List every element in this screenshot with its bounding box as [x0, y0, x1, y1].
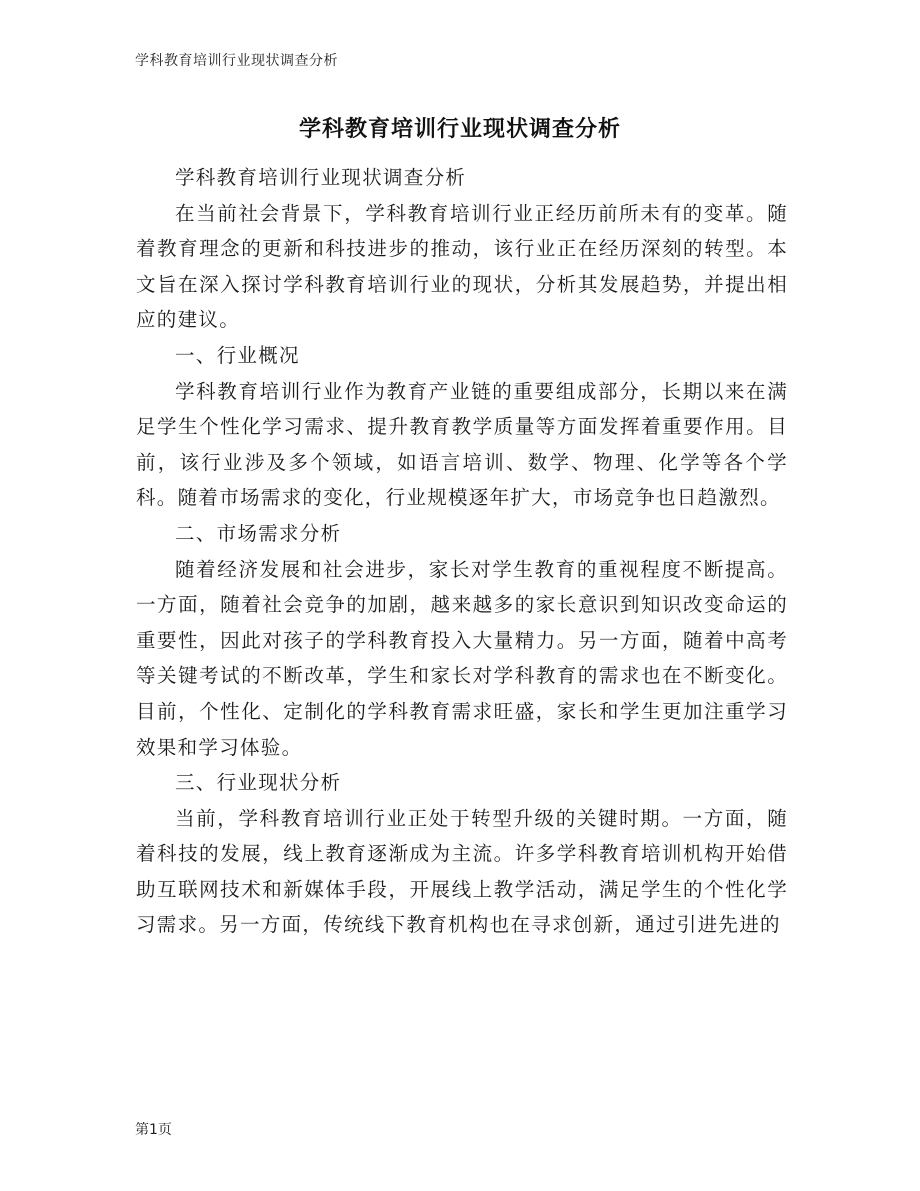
paragraph-industry-status: 当前，学科教育培训行业正处于转型升级的关键时期。一方面，随着科技的发展，线上教育逐渐成为主流。许多学科教育培训机构开始借助互联网技术和新媒体手段，开展线上教学活动，满足学生的个性化学习需求。另一方面，传统线下教育机构也在寻求创新，通过引进先进的: [136, 806, 788, 937]
document-body: [136, 160, 788, 943]
paragraph-subtitle: 学科教育培训行业现状调查分析: [175, 166, 467, 189]
paragraph-intro: 在当前社会背景下，学科教育培训行业正经历前所未有的变革。随着教育理念的更新和科技进步的推动，该行业正在经历深刻的转型。本文旨在深入探讨学科教育培训行业的现状，分析其发展趋势，并提出相应的建议。: [136, 201, 788, 332]
section-heading-overview: 一、行业概况: [175, 343, 300, 367]
section-heading-market-demand: 二、市场需求分析: [175, 521, 342, 545]
section-heading-industry-status: 三、行业现状分析: [175, 771, 342, 795]
header-divider: [133, 80, 787, 81]
paragraph-market-demand: 随着经济发展和社会进步，家长对学生教育的重视程度不断提高。一方面，随着社会竞争的加剧，越来越多的家长意识到知识改变命运的重要性，因此对孩子的学科教育投入大量精力。另一方面，随着中高考等关键考试的不断改革，学生和家长对学科教育的需求也在不断变化。目前，个性化、定制化的学科教育需求旺盛，家长和学生更加注重学习效果和学习体验。: [136, 557, 788, 759]
document-title: 学科教育培训行业现状调查分析: [298, 117, 621, 142]
paragraph-overview: 学科教育培训行业作为教育产业链的重要组成部分，长期以来在满足学生个性化学习需求、提升教育教学质量等方面发挥着重要作用。目前，该行业涉及多个领域，如语言培训、数学、物理、化学等各个学科。随着市场需求的变化，行业规模逐年扩大，市场竞争也日趋激烈。: [136, 379, 788, 510]
running-header: 学科教育培训行业现状调查分析: [135, 53, 338, 69]
page-number: 第1页: [135, 1122, 172, 1138]
